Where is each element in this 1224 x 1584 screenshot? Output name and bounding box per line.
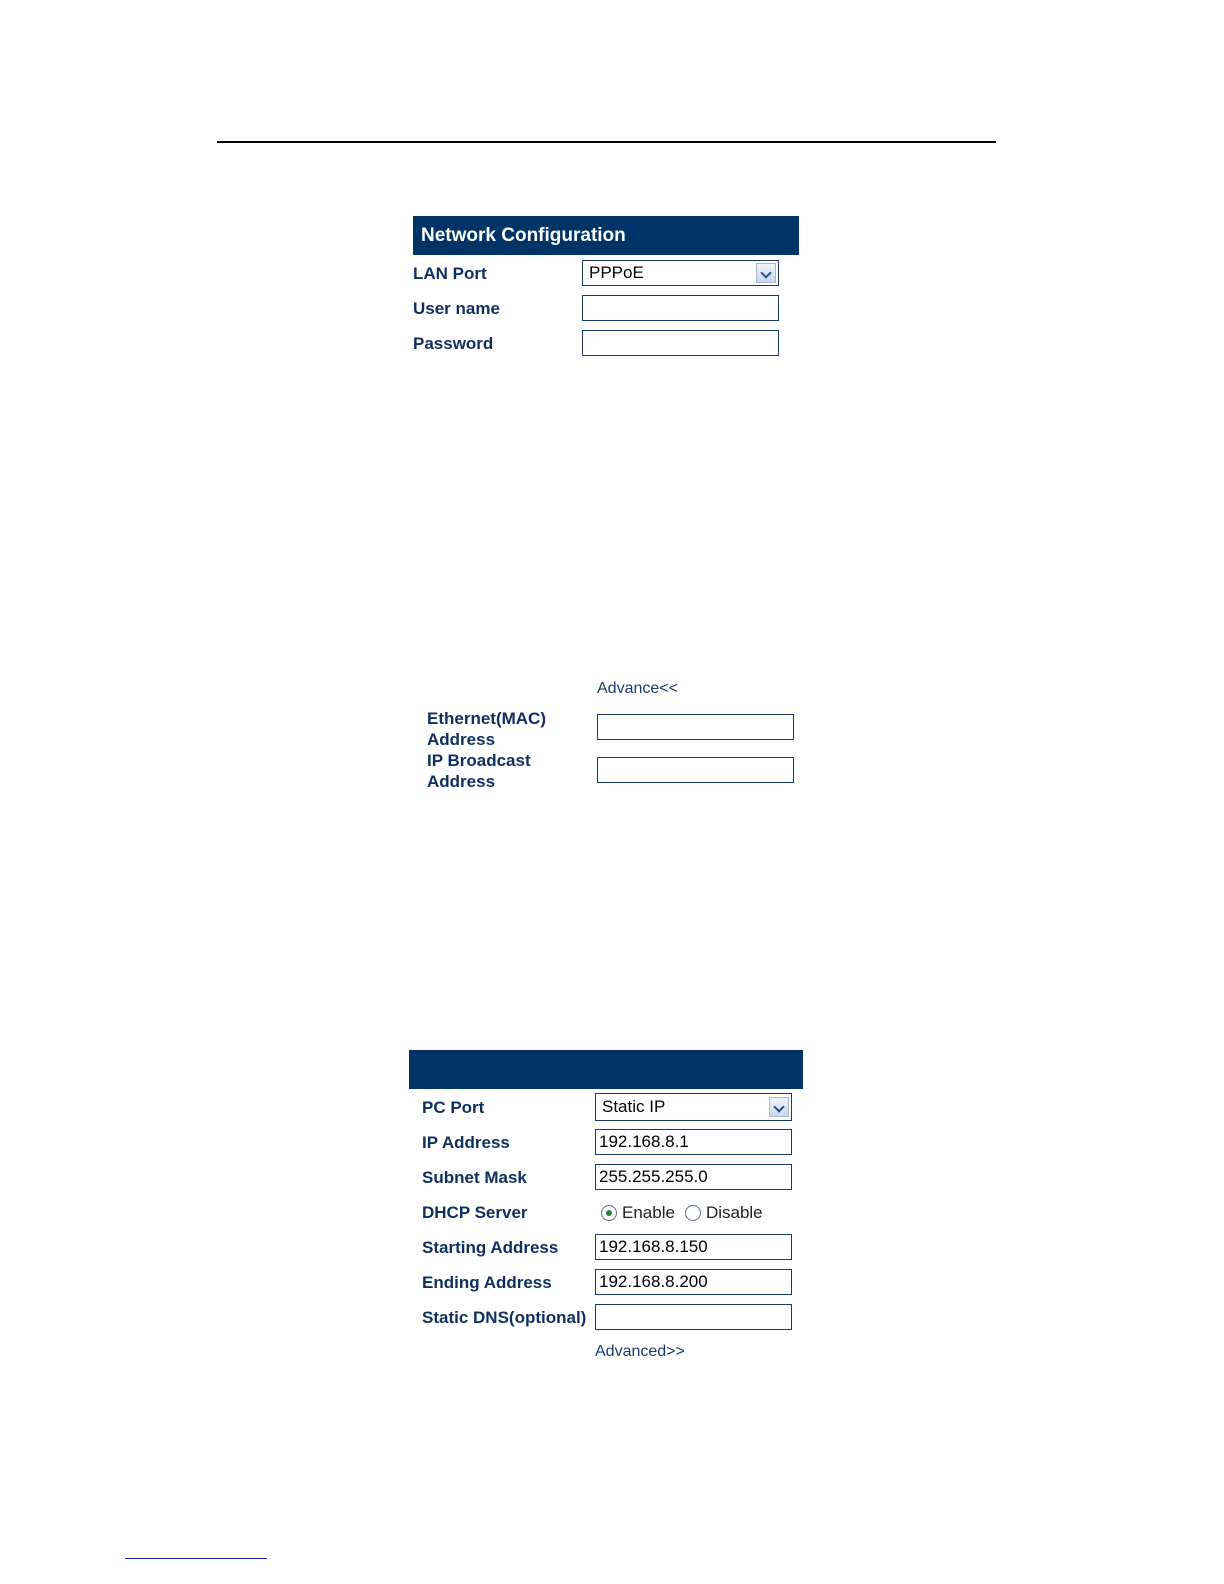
lan-port-select[interactable] xyxy=(582,260,779,286)
lan-port-value: PPPoE xyxy=(589,263,644,282)
starting-address-label: Starting Address xyxy=(422,1238,559,1257)
top-rule xyxy=(217,141,996,143)
subnet-mask-input[interactable]: 255.255.255.0 xyxy=(595,1164,792,1190)
pc-port-value: Static IP xyxy=(602,1097,666,1116)
advance-collapse-link[interactable]: Advance<< xyxy=(597,680,678,697)
broadcast-address-label-line1: IP Broadcast xyxy=(427,751,531,770)
ending-address-input[interactable]: 192.168.8.200 xyxy=(595,1269,792,1295)
network-configuration-header: Network Configuration xyxy=(413,216,799,255)
dhcp-server-label: DHCP Server xyxy=(422,1203,528,1222)
static-dns-label: Static DNS(optional) xyxy=(422,1308,587,1327)
static-dns-input[interactable] xyxy=(595,1304,792,1330)
mac-address-label xyxy=(427,708,546,750)
broadcast-address-input[interactable] xyxy=(597,757,794,783)
pc-port-header xyxy=(409,1050,803,1089)
chevron-down-icon[interactable] xyxy=(769,1097,789,1117)
dhcp-enable-option[interactable] xyxy=(601,1203,675,1223)
subnet-mask-label: Subnet Mask xyxy=(422,1168,527,1187)
username-label: User name xyxy=(413,299,500,318)
lan-port-label: LAN Port xyxy=(413,264,487,283)
pc-port-label: PC Port xyxy=(422,1098,485,1117)
mac-address-label-line2: Address xyxy=(427,730,496,749)
dhcp-enable-label: Enable xyxy=(622,1203,675,1222)
ending-address-label: Ending Address xyxy=(422,1273,552,1292)
dhcp-enable-radio[interactable] xyxy=(601,1205,617,1221)
broadcast-address-label xyxy=(427,750,531,792)
ip-address-input[interactable]: 192.168.8.1 xyxy=(595,1129,792,1155)
mac-address-input[interactable] xyxy=(597,714,794,740)
advanced-expand-link[interactable]: Advanced>> xyxy=(595,1343,685,1360)
dhcp-disable-radio[interactable] xyxy=(685,1205,701,1221)
starting-address-input[interactable]: 192.168.8.150 xyxy=(595,1234,792,1260)
username-input[interactable] xyxy=(582,295,779,321)
footer-rule xyxy=(125,1558,267,1559)
dhcp-server-radio-group xyxy=(601,1203,773,1223)
dhcp-disable-option[interactable] xyxy=(685,1203,763,1223)
password-label: Password xyxy=(413,334,494,353)
broadcast-address-label-line2: Address xyxy=(427,772,496,791)
chevron-down-icon[interactable] xyxy=(756,263,776,283)
dhcp-disable-label: Disable xyxy=(705,1203,763,1222)
password-input[interactable] xyxy=(582,330,779,356)
pc-port-select[interactable] xyxy=(595,1093,792,1121)
mac-address-label-line1: Ethernet(MAC) xyxy=(427,709,546,728)
ip-address-label: IP Address xyxy=(422,1133,510,1152)
